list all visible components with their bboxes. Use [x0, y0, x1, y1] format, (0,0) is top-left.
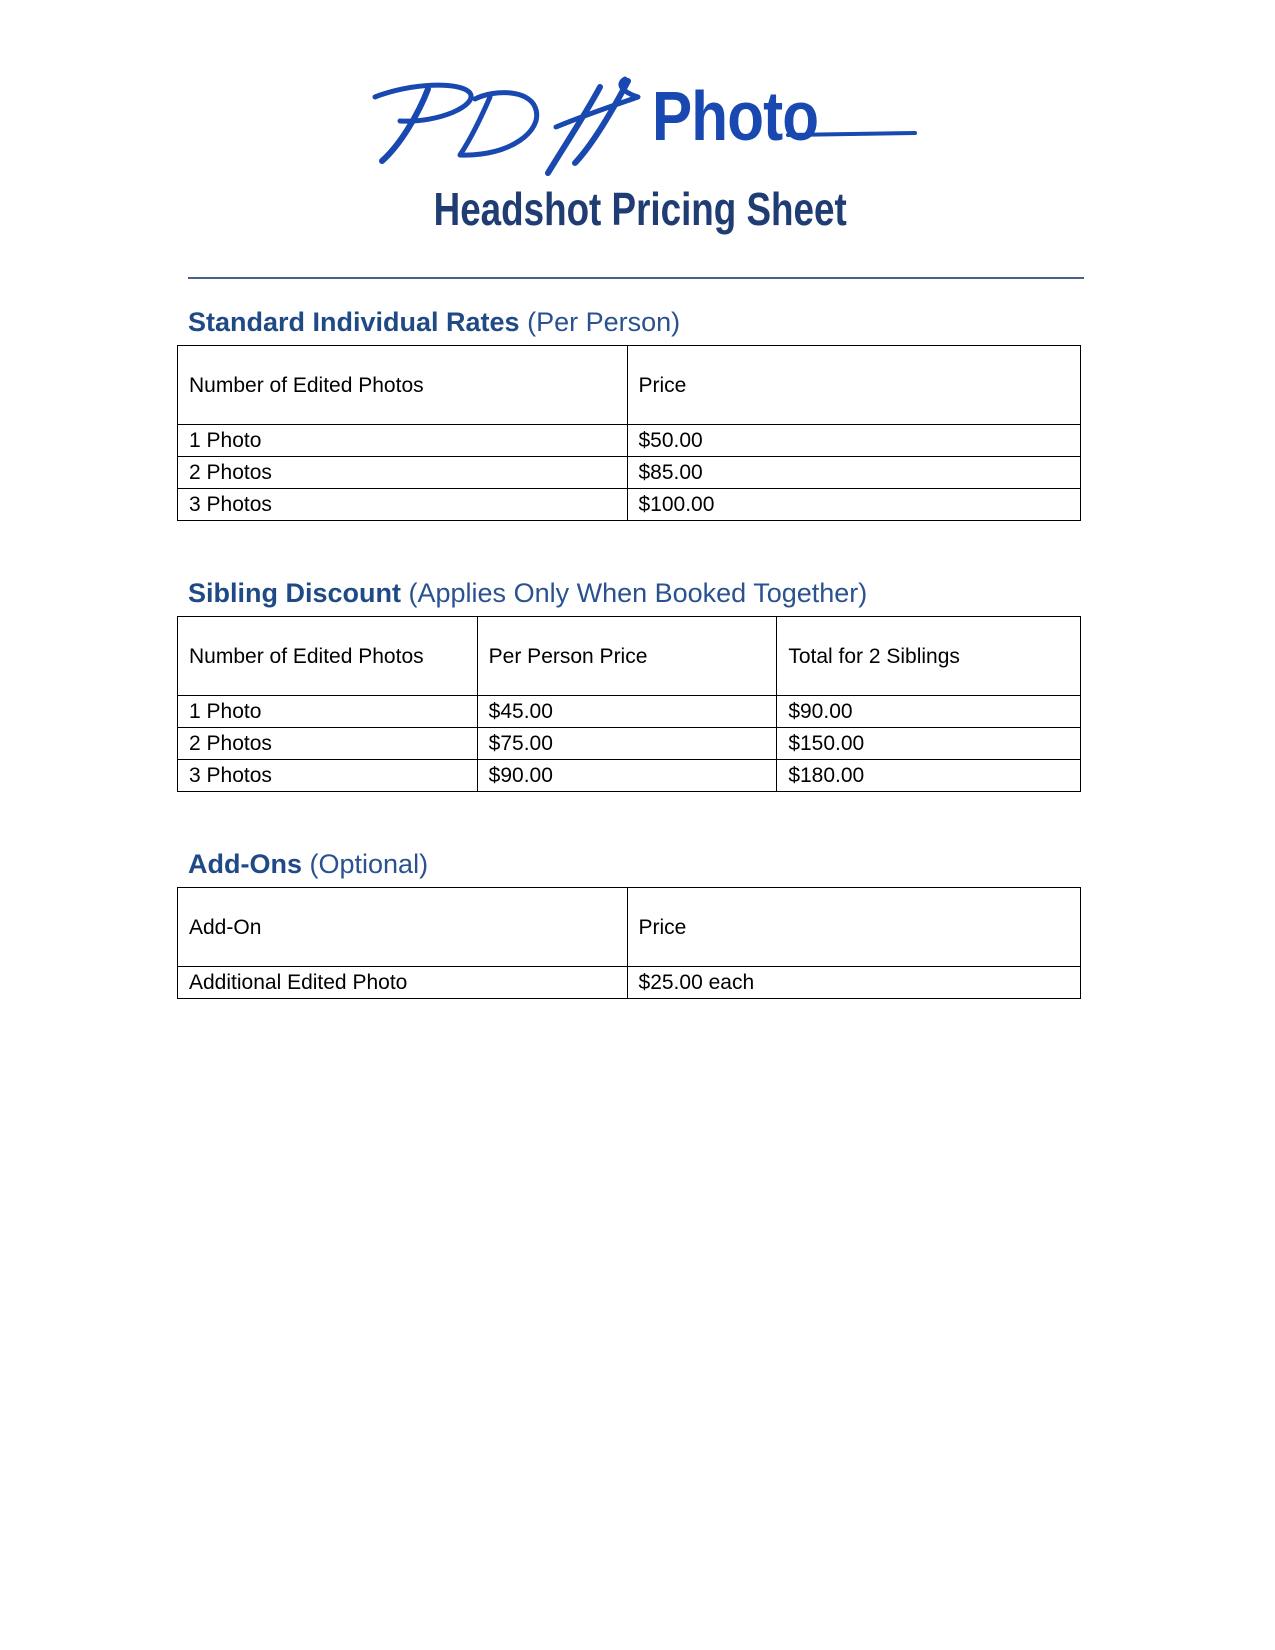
table-cell: $85.00 — [627, 457, 1081, 489]
table-header-row — [178, 617, 1081, 696]
signature-logo-mark — [370, 75, 920, 185]
table-cell: $90.00 — [777, 696, 1081, 728]
table-cell: $100.00 — [627, 489, 1081, 521]
header-divider — [188, 277, 1084, 279]
header-cell: Per Person Price — [477, 617, 777, 696]
table-cell: $180.00 — [777, 760, 1081, 792]
table-header-row — [178, 888, 1081, 967]
table-cell: $150.00 — [777, 728, 1081, 760]
table-cell: 1 Photo — [178, 425, 628, 457]
table-cell: 2 Photos — [178, 728, 478, 760]
standard-rates-heading: Standard Individual Rates (Per Person) — [188, 307, 681, 337]
table-row — [178, 425, 1081, 457]
logo-wordmark: Photo — [652, 77, 819, 155]
table-cell: $25.00 each — [627, 967, 1080, 999]
table-row — [178, 489, 1081, 521]
brand-logo — [370, 75, 920, 185]
table-cell: 3 Photos — [178, 760, 478, 792]
table-cell: $90.00 — [477, 760, 777, 792]
table-header-row — [178, 346, 1081, 425]
header-cell: Number of Edited Photos — [178, 617, 478, 696]
table-cell: $50.00 — [627, 425, 1081, 457]
table-row — [178, 457, 1081, 489]
table-cell: 3 Photos — [178, 489, 628, 521]
table-row — [178, 696, 1081, 728]
header-cell: Total for 2 Siblings — [777, 617, 1081, 696]
sibling-discount-heading: Sibling Discount (Applies Only When Booked Together) — [188, 578, 868, 608]
table-cell: Additional Edited Photo — [178, 967, 628, 999]
header-cell: Number of Edited Photos — [178, 346, 628, 425]
header-cell: Price — [627, 346, 1081, 425]
addons-heading: Add-Ons (Optional) — [188, 849, 429, 879]
table-row — [178, 728, 1081, 760]
page-title: Headshot Pricing Sheet — [433, 183, 847, 235]
table-row — [178, 760, 1081, 792]
sibling-discount-table — [177, 616, 1081, 792]
header-cell: Add-On — [178, 888, 628, 967]
table-cell: $75.00 — [477, 728, 777, 760]
table-cell: $45.00 — [477, 696, 777, 728]
table-cell: 1 Photo — [178, 696, 478, 728]
addons-table — [177, 887, 1081, 999]
table-cell: 2 Photos — [178, 457, 628, 489]
table-row — [178, 967, 1081, 999]
standard-rates-table — [177, 345, 1081, 521]
header-cell: Price — [627, 888, 1080, 967]
